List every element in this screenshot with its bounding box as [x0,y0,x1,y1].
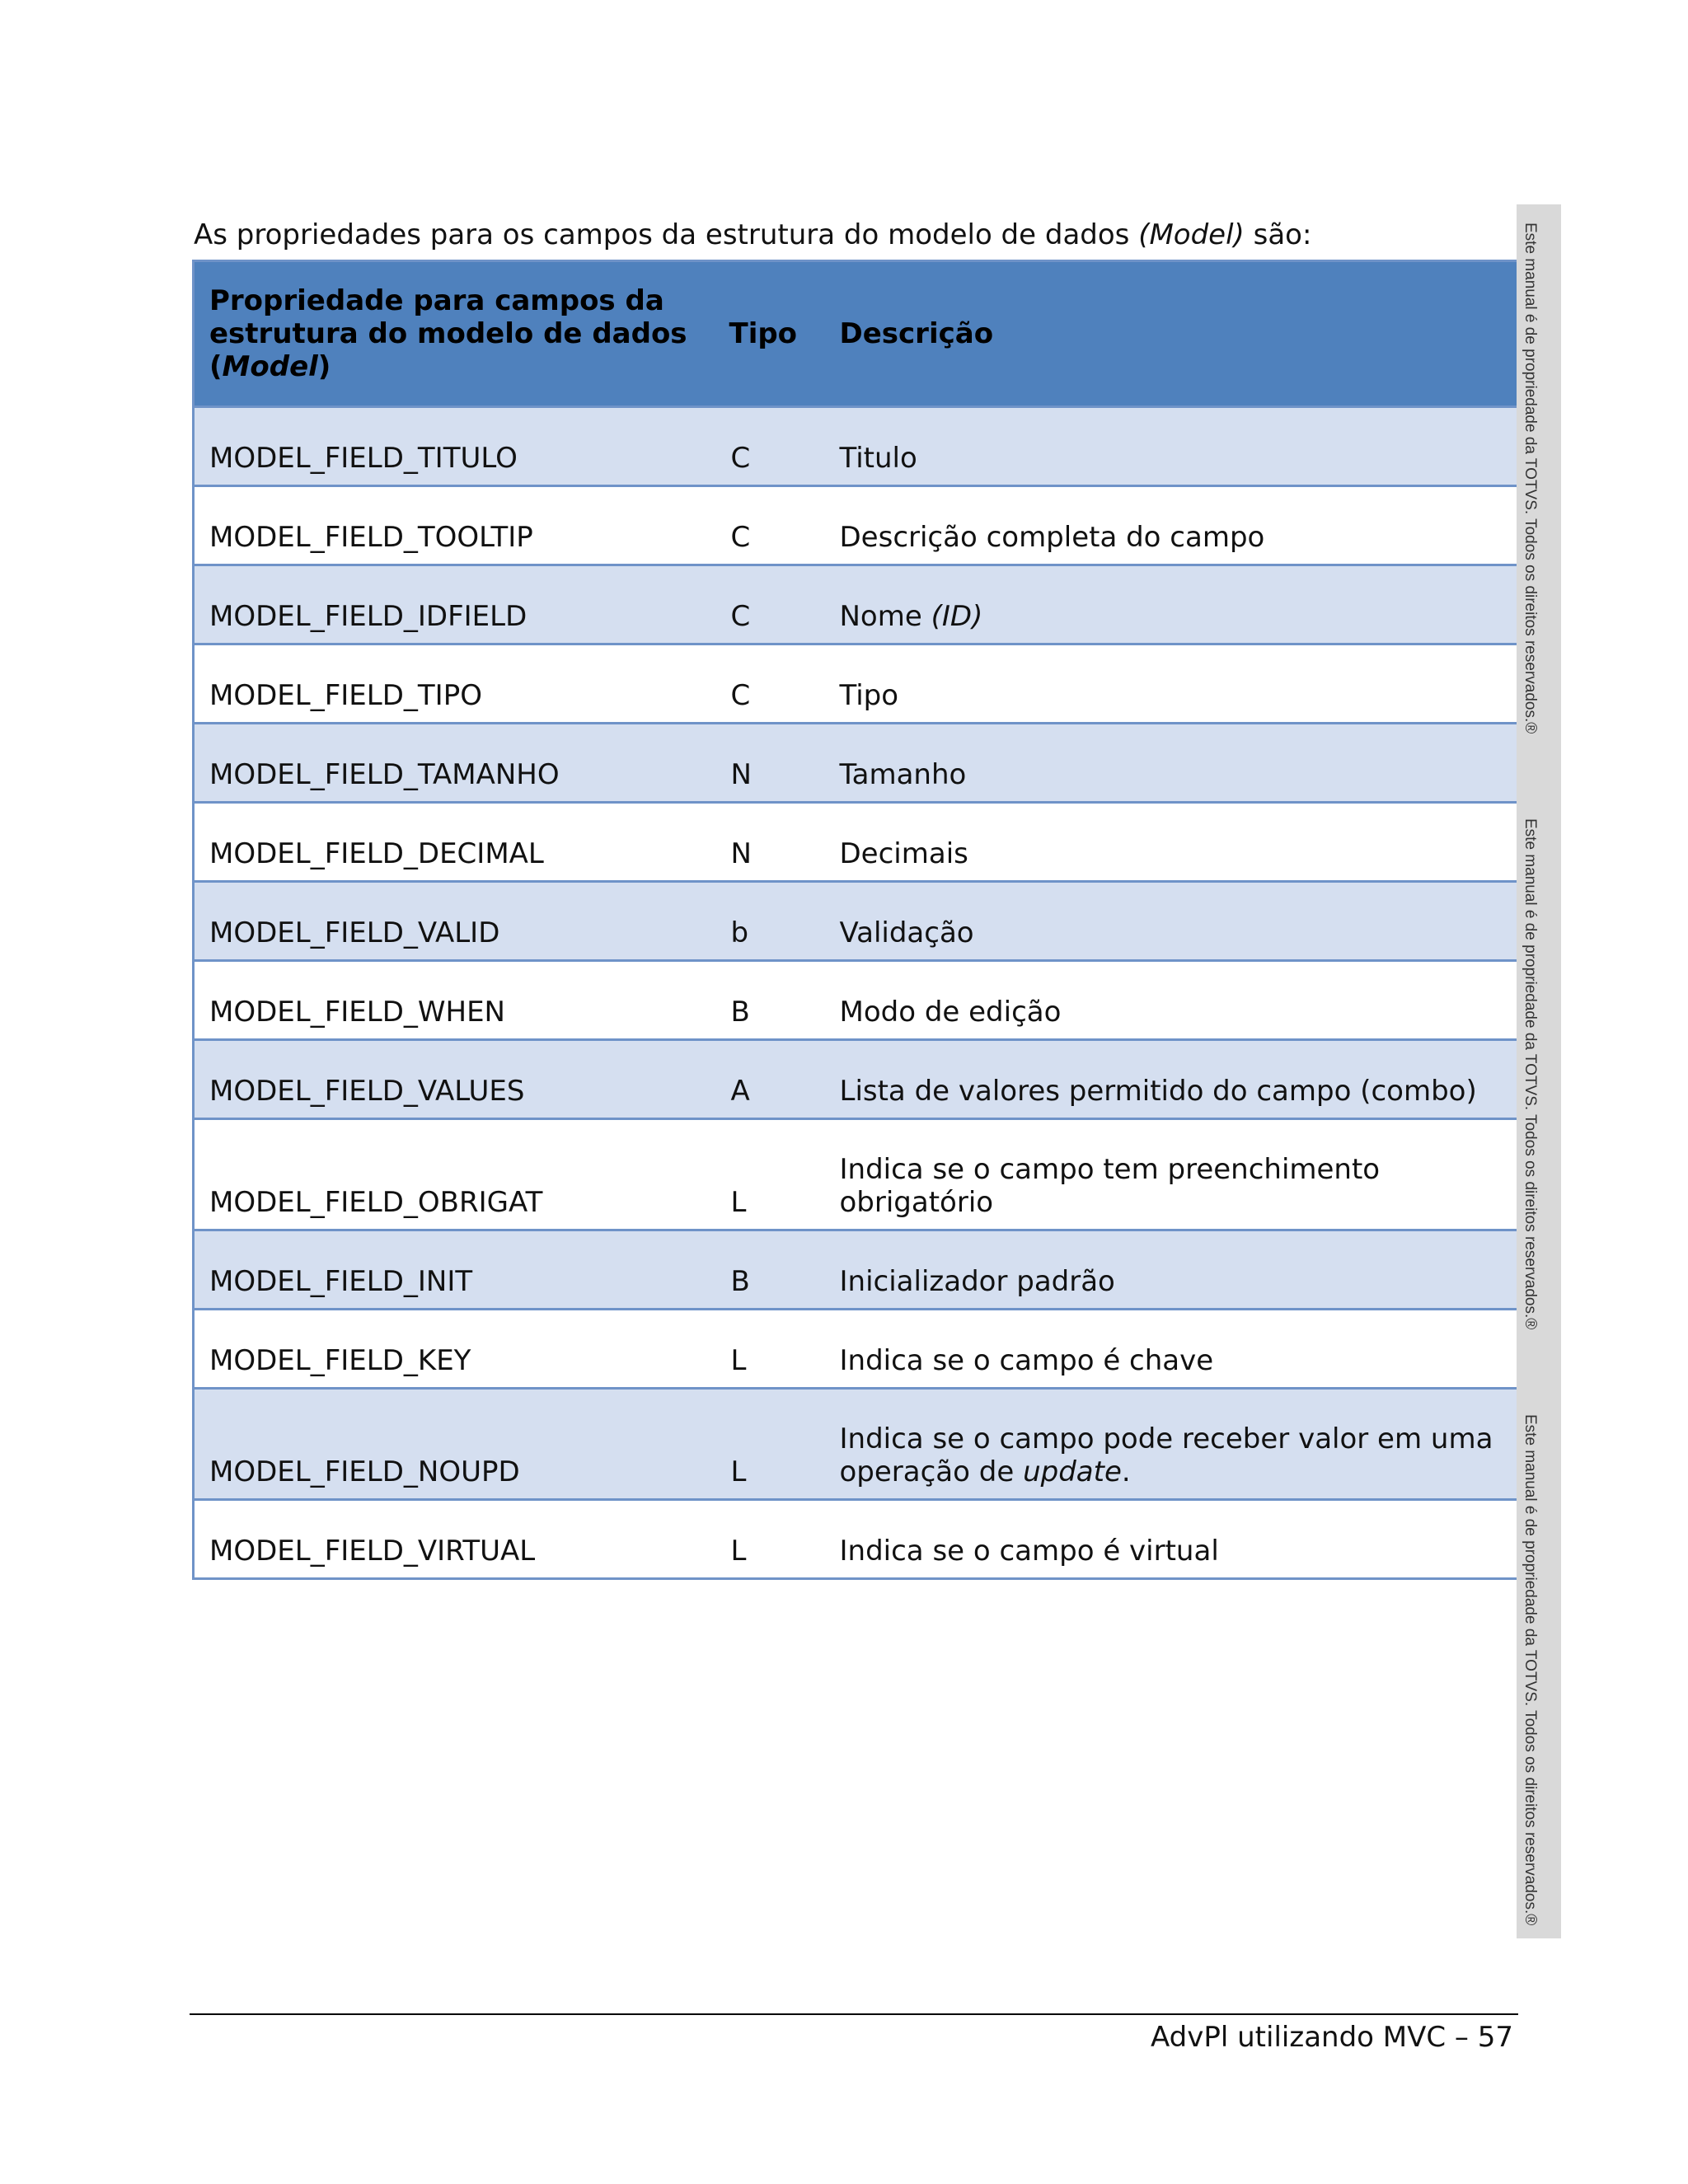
cell-descricao: Modo de edição [825,961,1526,1040]
cell-propriedade: MODEL_FIELD_VIRTUAL [194,1500,729,1579]
cell-tipo: C [729,644,825,724]
cell-descricao-line2-italic: update [1023,1455,1122,1488]
cell-descricao: Tipo [825,644,1526,724]
table-row [194,1230,1526,1310]
cell-propriedade: MODEL_FIELD_TIPO [194,644,729,724]
cell-descricao: Titulo [825,407,1526,486]
cell-descricao [825,1389,1526,1500]
table-row [194,644,1526,724]
cell-descricao: Lista de valores permitido do campo (combo) [825,1040,1526,1119]
cell-descricao [825,1119,1526,1230]
cell-descricao-line2-suffix: . [1121,1455,1131,1488]
cell-descricao-italic: (ID) [931,600,983,633]
table-row [194,1119,1526,1230]
header-propriedade-model: Model [222,350,318,383]
header-descricao: Descrição [825,261,1526,407]
cell-tipo: A [729,1040,825,1119]
cell-propriedade: MODEL_FIELD_NOUPD [194,1389,729,1500]
cell-tipo: C [729,407,825,486]
cell-tipo: L [729,1389,825,1500]
table-row [194,1310,1526,1389]
cell-tipo: C [729,565,825,644]
copyright-sidebar [1517,204,1561,1938]
cell-propriedade: MODEL_FIELD_VALUES [194,1040,729,1119]
cell-propriedade: MODEL_FIELD_INIT [194,1230,729,1310]
copyright-notice-3: Este manual é de propriedade da TOTVS. Todos os direitos reservados.® [1522,1414,1539,1926]
intro-sentence [194,216,1311,254]
header-propriedade-close: ) [317,350,331,383]
header-propriedade-line2: estrutura do modelo de dados [209,317,687,350]
cell-propriedade: MODEL_FIELD_TOOLTIP [194,486,729,565]
cell-descricao: Inicializador padrão [825,1230,1526,1310]
cell-descricao-line2: obrigatório [839,1186,994,1219]
cell-descricao-line2-prefix: operação de [839,1455,1024,1488]
cell-descricao: Decimais [825,803,1526,882]
cell-propriedade: MODEL_FIELD_TITULO [194,407,729,486]
cell-propriedade: MODEL_FIELD_OBRIGAT [194,1119,729,1230]
cell-tipo: L [729,1500,825,1579]
table-row [194,486,1526,565]
table-header-row [194,261,1526,407]
cell-propriedade: MODEL_FIELD_VALID [194,882,729,961]
intro-prefix: As propriedades para os campos da estrutura do modelo de dados [194,218,1139,251]
cell-descricao [825,565,1526,644]
table-row [194,961,1526,1040]
cell-tipo: C [729,486,825,565]
table-row [194,724,1526,803]
footer-divider [190,2013,1518,2015]
cell-descricao-line1: Indica se o campo pode receber valor em uma [839,1422,1493,1455]
table-row [194,803,1526,882]
table-row [194,407,1526,486]
header-propriedade [194,261,729,407]
table-row [194,565,1526,644]
header-tipo: Tipo [729,261,825,407]
cell-descricao: Descrição completa do campo [825,486,1526,565]
copyright-notice-1: Este manual é de propriedade da TOTVS. Todos os direitos reservados.® [1522,223,1539,734]
table-row [194,882,1526,961]
cell-descricao: Tamanho [825,724,1526,803]
cell-descricao: Validação [825,882,1526,961]
cell-descricao: Indica se o campo é virtual [825,1500,1526,1579]
cell-tipo: L [729,1310,825,1389]
cell-tipo: N [729,724,825,803]
cell-tipo: B [729,961,825,1040]
cell-descricao-text: Nome [839,600,931,633]
cell-descricao-line1: Indica se o campo tem preenchimento [839,1153,1381,1186]
cell-tipo: N [729,803,825,882]
table-row [194,1500,1526,1579]
cell-descricao: Indica se o campo é chave [825,1310,1526,1389]
cell-tipo: b [729,882,825,961]
cell-propriedade: MODEL_FIELD_DECIMAL [194,803,729,882]
header-propriedade-line1: Propriedade para campos da [209,284,664,317]
footer-page-label: AdvPl utilizando MVC – 57 [1151,2021,1513,2054]
table-row [194,1389,1526,1500]
intro-suffix: são: [1244,218,1312,251]
cell-propriedade: MODEL_FIELD_TAMANHO [194,724,729,803]
intro-model-term: (Model) [1138,218,1245,251]
table-row [194,1040,1526,1119]
cell-tipo: L [729,1119,825,1230]
model-field-properties-table [192,260,1527,1580]
copyright-notice-2: Este manual é de propriedade da TOTVS. Todos os direitos reservados.® [1522,818,1539,1330]
cell-propriedade: MODEL_FIELD_IDFIELD [194,565,729,644]
cell-propriedade: MODEL_FIELD_WHEN [194,961,729,1040]
header-propriedade-open: ( [209,350,223,383]
cell-tipo: B [729,1230,825,1310]
cell-propriedade: MODEL_FIELD_KEY [194,1310,729,1389]
